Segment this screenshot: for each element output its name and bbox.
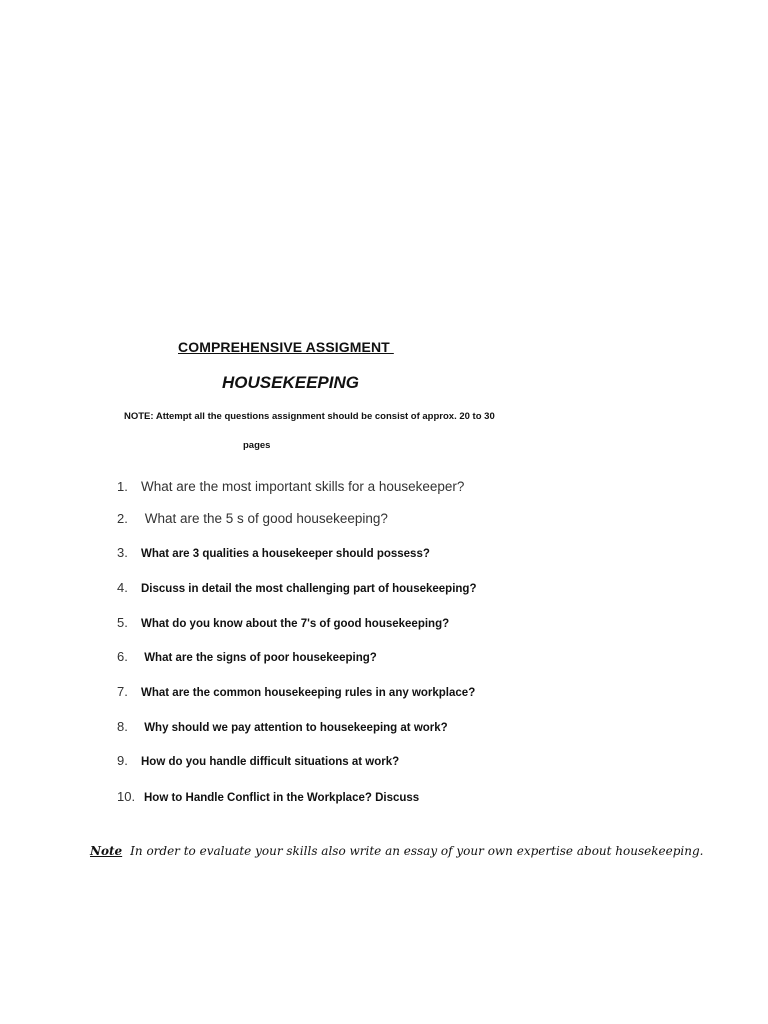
assignment-title: HOUSEKEEPING — [222, 373, 359, 392]
question-number: 6. — [117, 649, 128, 664]
question-number: 5. — [117, 615, 128, 630]
question-item-7 — [117, 684, 475, 699]
question-item-6 — [117, 649, 377, 664]
question-item-1 — [117, 479, 464, 494]
closing-note-text: In order to evaluate your skills also write an essay of your own expertise about housekeeping. — [130, 844, 704, 858]
question-item-2 — [117, 511, 388, 526]
question-text: How to Handle Conflict in the Workplace? Discuss — [144, 792, 420, 804]
question-item-9 — [117, 753, 399, 768]
question-number: 1. — [117, 479, 128, 494]
question-number: 7. — [117, 684, 128, 699]
question-text: What are the most important skills for a housekeeper? — [141, 479, 465, 494]
question-text: Discuss in detail the most challenging part of housekeeping? — [141, 583, 477, 595]
question-text: How do you handle difficult situations at work? — [141, 756, 400, 768]
question-text: Why should we pay attention to housekeeping at work? — [141, 722, 448, 734]
question-text: What are the common housekeeping rules in any workplace? — [141, 687, 476, 699]
question-number: 3. — [117, 545, 128, 560]
question-number: 9. — [117, 753, 128, 768]
question-item-10 — [117, 789, 419, 804]
assignment-note-continuation: pages — [243, 440, 271, 451]
question-text: What are the signs of poor housekeeping? — [141, 652, 377, 664]
question-number: 4. — [117, 580, 128, 595]
question-number: 2. — [117, 511, 128, 526]
question-text: What are 3 qualities a housekeeper should possess? — [141, 548, 430, 560]
question-item-8 — [117, 719, 448, 734]
question-number: 10. — [117, 789, 136, 804]
question-number: 8. — [117, 719, 128, 734]
question-item-4 — [117, 580, 476, 595]
question-item-5 — [117, 615, 449, 630]
assignment-note: NOTE: Attempt all the questions assignment should be consist of approx. 20 to 30 — [124, 411, 495, 422]
assignment-heading: COMPREHENSIVE ASSIGMENT — [178, 339, 394, 355]
question-item-3 — [117, 545, 430, 560]
closing-note — [90, 844, 703, 858]
question-text: What are the 5 s of good housekeeping? — [141, 511, 388, 526]
closing-note-label: Note — [90, 844, 123, 858]
question-text: What do you know about the 7's of good housekeeping? — [141, 618, 450, 630]
